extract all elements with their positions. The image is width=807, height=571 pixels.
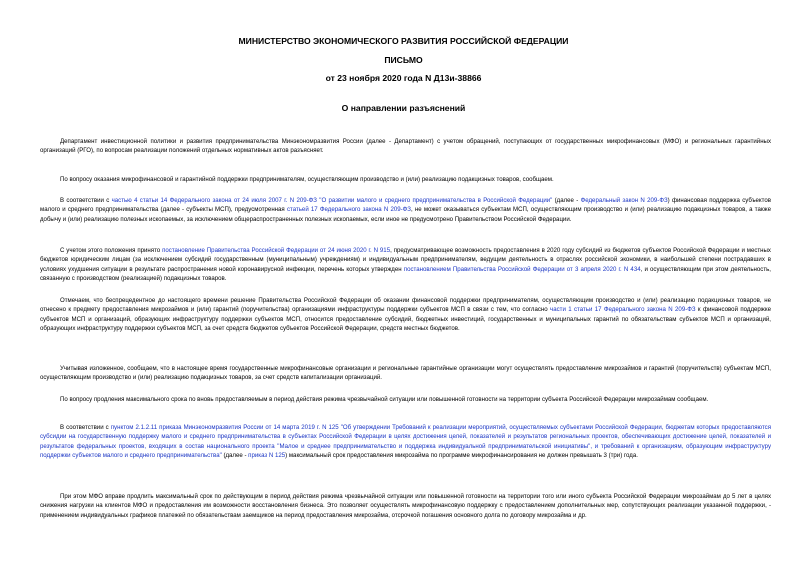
paragraph-conclusion: Учитывая изложенное, сообщаем, что в настоящее время государственные микрофинансовые организации и региональные гарантийные организации могут осуществлять предоставление микрозаймов и гарантий (поручительств) субъектам МСП, осуществляющим производство и (или) реализацию подакцизных товаров, за счет средств капитализации организаций. (40, 365, 771, 382)
paragraph-unprecedented-decision (40, 296, 771, 334)
order-125-short-link[interactable]: приказ N 125 (248, 452, 286, 460)
paragraph-excise-question: По вопросу оказания микрофинансовой и гарантийной поддержки предпринимателям, осуществляющим производство и (или) реализацию подакцизных товаров, сообщаем. (60, 176, 554, 183)
paragraph-text: , и осуществляющим при этом деятельность, связанную с производством (реализацией) подакцизных товаров. (40, 265, 771, 283)
order-125-link[interactable]: пунктом 2.1.2.11 приказа Минэкономразвития России от 14 марта 2019 г. N 125 "Об утверждении Требований к реализации мероприятий, осуществляемых субъектами Российской Федерации, бюджетам которых предоставляются субсидии на государственную поддержку малого и среднего предпринимательства в субъектах Российской Федерации в целях достижения целей, показателей и результатов региональных проектов, обеспечивающих достижение целей, показателей и результатов федеральных проектов, входящих в состав национального проекта "Малое и среднее предпринимательство и поддержка индивидуальной предпринимательской инициативы", и требований к организациям, образующим инфраструктуру поддержки субъектов малого и среднего предпринимательства" (40, 424, 772, 460)
law-209-article-17-part-1-link[interactable]: части 1 статьи 17 Федерального закона N 209-ФЗ (550, 306, 696, 314)
ministry-heading: МИНИСТЕРСТВО ЭКОНОМИЧЕСКОГО РАЗВИТИЯ РОССИЙСКОЙ ФЕДЕРАЦИИ (238, 36, 569, 46)
paragraph-text: В соответствии с (60, 424, 111, 431)
paragraph-text: Отмечаем, что беспрецедентное до настоящего времени решение Правительства Российской Федерации об оказании финансовой поддержки предпринимателям, осуществляющим производство и (или) реализацию подакцизных товаров, не отнесено к предмету предоставления микрозаймов и (или) гарантий (поручительства) организациями инфраструктуры поддержки субъектов МСП в связи с тем, что согласно (40, 297, 771, 314)
document-date-number: от 23 ноября 2020 года N Д13и-38866 (325, 73, 482, 83)
law-209-article-17-link[interactable]: статьей 17 Федерального закона N 209-ФЗ (286, 206, 411, 214)
paragraph-text: В соответствии с (60, 197, 112, 204)
paragraph-text: С учетом этого положения принято (60, 247, 163, 254)
paragraph-intro: Департамент инвестиционной политики и развития предпринимательства Минэкономразвития России (далее - Департамент) с учетом обращений, поступающих от государственных микрофинансовых (МФО) и региональных гарантийных организаций (РГО), по вопросам реализации положений отдельных нормативных актов разъясняет. (40, 138, 771, 155)
document-subject: О направлении разъяснений (341, 103, 466, 113)
paragraph-term-question: По вопросу продления максимального срока по вновь предоставляемым в период действия режима чрезвычайной ситуации или повышенной готовности на территории субъекта Российской Федерации микрозаймам сообщаем. (60, 396, 709, 403)
paragraph-text: , не может оказываться субъектам МСП, осуществляющим производство и (или) реализацию подакцизных товаров, а также добычу и (или) реализацию полезных ископаемых, за исключением общераспространенных полезных ископаемых, если иное не предусмотрено Правительством Российской Федерации. (40, 206, 772, 223)
paragraph-resolution-915 (40, 246, 771, 284)
law-209-article-14-link[interactable]: частью 4 статьи 14 Федерального закона от 24 июля 2007 г. N 209-ФЗ "О развитии малого и среднего предпринимательства в Российской Федерации" (111, 197, 553, 204)
paragraph-mfo-extension: При этом МФО вправе продлить максимальный срок по действующим в период действия режима чрезвычайной ситуации или повышенной готовности на территории того или иного субъекта Российской Федерации микрозаймам до 5 лет в целях снижения нагрузки на клиентов МФО и предоставления им возможности восстановления бизнеса. Это позволяет осуществлять микрофинансовую поддержку с предоставлением дополнительных мер, сопутствующих реализации указанной поддержки, - применением индивидуальных графиков платежей по обязательствам заемщиков на период предоставления микрозайма, отсрочкой погашения основного долга по договору микрозайма и др. (40, 493, 771, 519)
document-type: ПИСЬМО (384, 55, 423, 65)
paragraph-order-125 (40, 423, 771, 461)
law-209-link[interactable]: Федеральный закон N 209-ФЗ (580, 197, 668, 204)
resolution-915-link[interactable]: постановление Правительства Российской Федерации от 24 июня 2020 г. N 915 (162, 247, 391, 254)
resolution-434-link[interactable]: постановлением Правительства Российской Федерации от 3 апреля 2020 г. N 434 (403, 265, 641, 273)
paragraph-law-209 (40, 196, 771, 224)
paragraph-text: (далее - (221, 452, 249, 460)
paragraph-text: ) максимальный срок предоставления микрозайма по программе микрофинансирования не должен превышать 3 (три) года. (285, 452, 638, 460)
paragraph-text: , предусматривающее возможность предоставления в 2020 году субсидий из бюджетов субъектов Российской Федерации и местных бюджетов юридическим лицам (за исключением субсидий государственным (муниципальным) учреждениям) и индивидуальным предпринимателям, ведущим деятельность в отраслях российской экономики, в наибольшей степени пострадавших в условиях ухудшения ситуации в результате распространения новой коронавирусной инфекции, перечень которых утвержден (40, 247, 771, 273)
paragraph-text: к финансовой поддержке субъектов МСП и организаций, образующих инфраструктуру поддержки субъектов МСП, относится предоставление субсидий, бюджетных инвестиций, государственных и муниципальных гарантий по обязательствам субъектов МСП и организаций, образующих инфраструктуру поддержки субъектов МСП, за счет средств бюджетов субъектов Российской Федерации, средств местных бюджетов. (40, 306, 771, 333)
paragraph-text: (далее - (552, 197, 581, 204)
paragraph-text: ) финансовая поддержка субъектов малого и среднего предпринимательства (далее - субъекты МСП), предусмотренная (40, 197, 771, 214)
